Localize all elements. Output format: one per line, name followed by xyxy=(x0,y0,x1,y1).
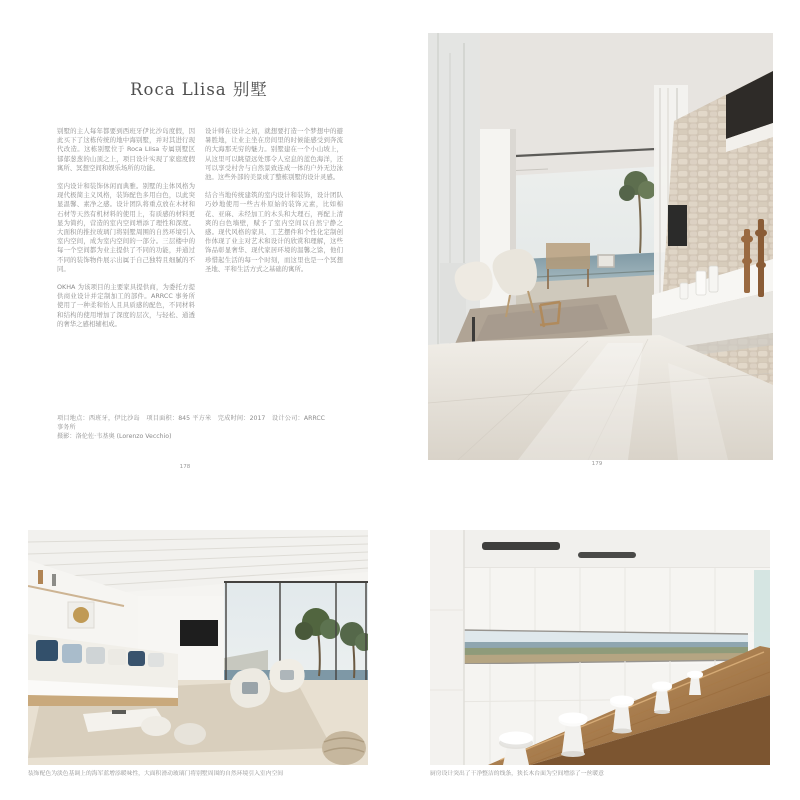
basket xyxy=(322,731,366,765)
armchair xyxy=(230,668,270,708)
paragraph: OKHA 为该项目的主要家具提供商，为委托方提供商业设计并定制加工的部件。ARRCC 事务所使用了一种柔和怡人且具质感的配色，不同材料和结构的使用增加了深度的层次，与轻松、通透的奢华之感相辅相成。 xyxy=(57,283,195,328)
text-column-1 xyxy=(57,127,195,338)
paragraph: 别墅的主人每年都要到西班牙伊比沙岛度假，因此买下了这栋传统的地中海别墅，并对其进行现代改造。这栋别墅位于 Roca Llisa 专属别墅区郁郁葱葱的山顶之上，项目设计实现了家庭度假寓所、冥想空间和娱乐场所的功能。 xyxy=(57,127,195,172)
kitchen-illustration xyxy=(430,530,770,765)
ribbon-window xyxy=(462,630,748,664)
project-info xyxy=(57,414,325,441)
upper-cabinets xyxy=(430,568,770,632)
paragraph: 室内设计和装饰休闲而典雅。别墅的主体风格为现代极简主义风格，装饰配色多用白色，以此突显温馨、素净之感。设计团队将重点放在木材和石材等天然有机材料的使用上，有质感的材料更显为简约，营造的室内空间增添了理性和深度。大面积的推拉玻璃门将别墅周围的自然环境引入室内空间，成为室内空间的一部分。三层楼中的每一个空间都为业主提供了不同的功能，并通过不同的装饰物件展示出属于自己独特且细腻的不同。 xyxy=(57,182,195,273)
pouf xyxy=(174,723,206,745)
pouf xyxy=(141,716,171,736)
photo-kitchen xyxy=(430,530,770,765)
caption-bottom-left: 装饰配色为淡色基调上的海军蓝增添暖味性，大面积滑动玻璃门将别墅周围的自然环境引入室内空间 xyxy=(28,771,284,777)
tv xyxy=(668,205,687,246)
sofa-room-illustration xyxy=(28,530,368,765)
candle xyxy=(696,271,706,295)
project-info-line2: 摄影：洛伦佐·韦基奥 (Lorenzo Vecchio) xyxy=(57,433,172,440)
ceiling xyxy=(430,530,770,568)
photo-living-room-stone-wall xyxy=(428,33,773,460)
armchair xyxy=(269,659,304,693)
page-number-left: 178 xyxy=(179,464,191,470)
text-column-2 xyxy=(205,127,343,283)
page-title: Roca Llisa 别墅 xyxy=(130,80,268,99)
candle xyxy=(709,266,718,292)
photo-living-room-sofa xyxy=(28,530,368,765)
paragraph: 设计师在设计之初，就想要打造一个梦想中的避暑胜地，让业主坐在房间里的时候能感受到奔流的大海那无穷的魅力。别墅建在一个小山坡上，从这里可以眺望远处那令人窒息的蓝色海洋，还可以享受村舍与自然景致连成一体的户外无边泳池。这些外部的美景成了整栋别墅的设计灵感。 xyxy=(205,127,343,182)
caption-bottom-right: 厨房设计突出了干净整洁的线条，狭长木台面为空间增添了一丝暖意 xyxy=(430,771,604,777)
page-number-right: 179 xyxy=(591,461,603,467)
tall-cabinet xyxy=(430,530,464,765)
project-info-line1: 项目地点：西班牙，伊比沙岛 项目面积：845 平方米 完成时间：2017 设计公司：ARRCC 事务所 xyxy=(57,415,325,431)
tv xyxy=(180,620,218,646)
ceiling-vent xyxy=(578,552,636,558)
navy-cushion xyxy=(36,640,58,661)
paragraph: 结合当地传统建筑的室内设计和装饰，设计团队巧妙地使用一些古朴原始的装饰元素，比如棉花、亚麻、未经加工的木头和大理石，再配上清爽的白色墙壁，赋予了室内空间以自然宁静之感。现代风格的家具、工艺摆件和个性化定制创作体现了业主对艺术和设计的欣赏和理解，这些饰品彰显奢华、现代家居环境的温馨之馀，他们珍惜起生活的每一个时刻，而这里也是一个冥想圣地、平和生活方式之基础的寓所。 xyxy=(205,191,343,273)
living-room-illustration xyxy=(428,33,773,460)
ceiling-vent xyxy=(482,542,560,550)
candle xyxy=(680,283,688,299)
